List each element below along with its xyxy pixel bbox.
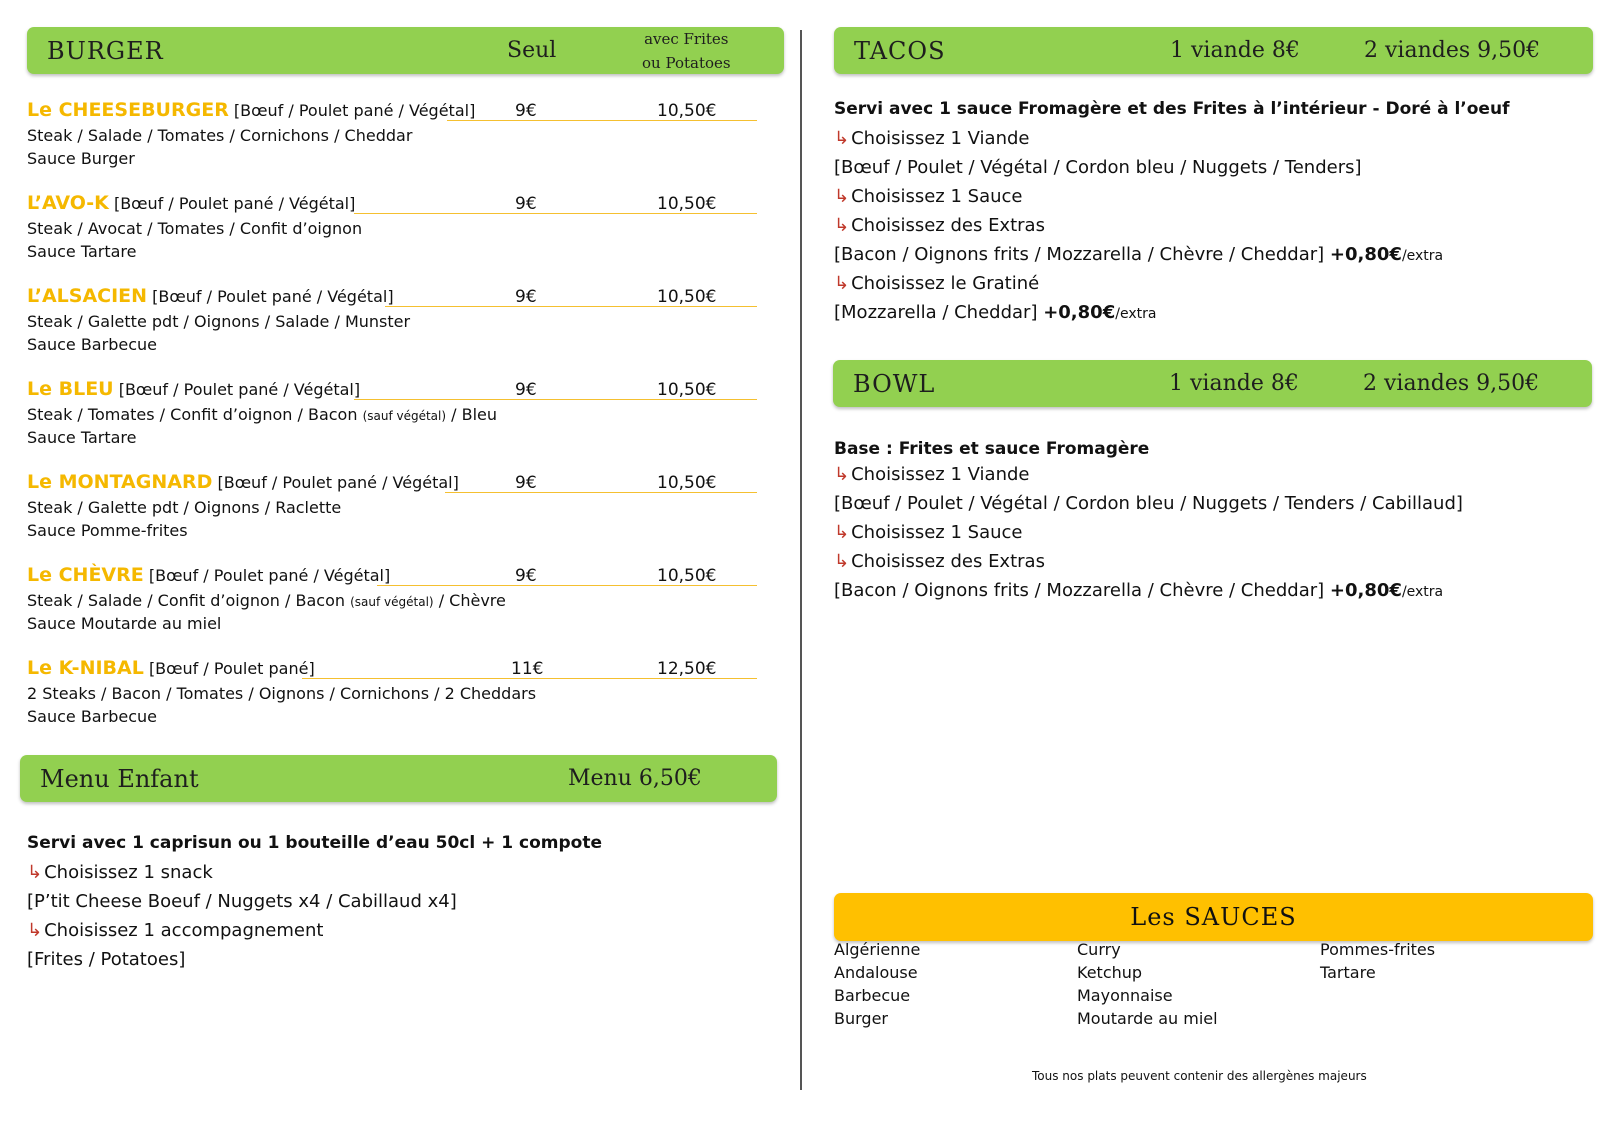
menu-enfant-header [20, 755, 777, 802]
enfant-snack-options: [P’tit Cheese Boeuf / Nuggets x4 / Cabillaud x4] [27, 891, 457, 912]
tacos-header [834, 27, 1593, 74]
tacos-extra-unit: /extra [1401, 248, 1444, 264]
burger-item-row [27, 657, 757, 681]
burger-item-sauce: Sauce Pomme-frites [27, 521, 188, 540]
sauce-item: Mayonnaise [1077, 986, 1173, 1005]
tacos-choose-sauce-label: Choisissez 1 Sauce [851, 186, 1023, 207]
sauce-item: Burger [834, 1009, 888, 1028]
arrow-bullet-icon: ↳ [834, 215, 850, 236]
tacos-gratine-options [834, 302, 1156, 323]
bowl-choose-sauce-label: Choisissez 1 Sauce [851, 522, 1023, 543]
burger-item-desc: 2 Steaks / Bacon / Tomates / Oignons / Cornichons / 2 Cheddars [27, 684, 537, 703]
burger-item-desc-note: (sauf végétal) [362, 409, 447, 423]
burger-item-name: L’ALSACIEN [27, 285, 148, 307]
tacos-choose-gratine [834, 273, 1039, 294]
bowl-header [833, 360, 1592, 407]
burger-col-seul: Seul [507, 38, 557, 63]
burger-col-avec-line1: avec Frites [644, 30, 729, 48]
sauce-item: Barbecue [834, 986, 911, 1005]
burger-item-desc-part: Steak / Tomates / Confit d’oignon / Bacon [27, 405, 358, 424]
burger-item-sauce: Sauce Barbecue [27, 335, 157, 354]
price-avec: 12,50€ [657, 659, 717, 679]
sauces-header [834, 893, 1593, 941]
burger-item-row [27, 99, 757, 123]
arrow-bullet-icon: ↳ [834, 551, 850, 572]
price-avec: 10,50€ [657, 101, 717, 121]
bowl-price-2: 2 viandes 9,50€ [1363, 371, 1540, 396]
bowl-choose-meat [834, 464, 1030, 485]
tacos-gratine-price: +0,80€ [1043, 302, 1116, 323]
tacos-extras-options [834, 244, 1443, 265]
sauce-item: Tartare [1320, 963, 1376, 982]
price-seul: 9€ [515, 101, 537, 121]
price-seul: 9€ [515, 194, 537, 214]
price-seul: 11€ [511, 659, 544, 679]
sauce-item: Algérienne [834, 940, 921, 959]
burger-item-options: [Bœuf / Poulet pané / Végétal] [148, 566, 391, 585]
burger-item-desc-part: / Chèvre [438, 591, 506, 610]
bowl-meat-options: [Bœuf / Poulet / Végétal / Cordon bleu / Nuggets / Tenders / Cabillaud] [834, 493, 1463, 514]
bowl-choose-meat-label: Choisissez 1 Viande [851, 464, 1030, 485]
enfant-choose-snack-label: Choisissez 1 snack [44, 862, 213, 883]
burger-item-options: [Bœuf / Poulet pané / Végétal] [118, 380, 361, 399]
sauce-item: Moutarde au miel [1077, 1009, 1218, 1028]
burger-item-row [27, 378, 757, 402]
bowl-extra-price: +0,80€ [1329, 580, 1402, 601]
burger-item-sauce: Sauce Tartare [27, 242, 137, 261]
burger-item [27, 378, 757, 470]
burger-item-desc: Steak / Avocat / Tomates / Confit d’oignon [27, 219, 363, 238]
tacos-extras-list: [Bacon / Oignons frits / Mozzarella / Chèvre / Cheddar] [834, 244, 1325, 265]
burger-item-desc: Steak / Salade / Tomates / Cornichons / Cheddar [27, 126, 413, 145]
price-avec: 10,50€ [657, 473, 717, 493]
tacos-choose-extras-label: Choisissez des Extras [851, 215, 1045, 236]
burger-item-sauce: Sauce Barbecue [27, 707, 157, 726]
burger-item-options: [Bœuf / Poulet pané / Végétal] [113, 194, 356, 213]
enfant-served: Servi avec 1 caprisun ou 1 bouteille d’eau 50cl + 1 compote [27, 833, 602, 853]
tacos-choose-meat-label: Choisissez 1 Viande [851, 128, 1030, 149]
tacos-meat-options: [Bœuf / Poulet / Végétal / Cordon bleu / Nuggets / Tenders] [834, 157, 1362, 178]
sauce-item: Andalouse [834, 963, 918, 982]
sauce-item: Ketchup [1077, 963, 1143, 982]
burger-item-name: Le BLEU [27, 378, 114, 400]
bowl-price-1: 1 viande 8€ [1169, 371, 1299, 396]
enfant-choose-snack [27, 862, 213, 883]
burger-item [27, 564, 757, 656]
arrow-bullet-icon: ↳ [834, 273, 850, 294]
arrow-bullet-icon: ↳ [834, 522, 850, 543]
burger-item-name: L’AVO-K [27, 192, 109, 214]
sauce-item: Pommes-frites [1320, 940, 1436, 959]
enfant-choose-side [27, 920, 323, 941]
tacos-price-2: 2 viandes 9,50€ [1364, 38, 1541, 63]
burger-item-desc-part: Steak / Salade / Confit d’oignon / Bacon [27, 591, 345, 610]
bowl-extras-list: [Bacon / Oignons frits / Mozzarella / Chèvre / Cheddar] [834, 580, 1325, 601]
burger-item [27, 99, 757, 191]
burger-item-options: [Bœuf / Poulet pané / Végétal] [233, 101, 476, 120]
arrow-bullet-icon: ↳ [834, 186, 850, 207]
bowl-extras-options [834, 580, 1443, 601]
tacos-served: Servi avec 1 sauce Fromagère et des Frites à l’intérieur - Doré à l’oeuf [834, 99, 1510, 119]
burger-item [27, 285, 757, 377]
price-avec: 10,50€ [657, 194, 717, 214]
burger-col-avec [642, 27, 731, 75]
arrow-bullet-icon: ↳ [834, 128, 850, 149]
bowl-base: Base : Frites et sauce Fromagère [834, 439, 1150, 459]
burger-item-row [27, 564, 757, 588]
menu-enfant-price: Menu 6,50€ [568, 766, 702, 791]
price-seul: 9€ [515, 566, 537, 586]
burger-item-desc: Steak / Galette pdt / Oignons / Raclette [27, 498, 342, 517]
price-seul: 9€ [515, 287, 537, 307]
burger-item-desc [27, 405, 497, 424]
tacos-title: TACOS [854, 37, 946, 65]
burger-item-row [27, 192, 757, 216]
burger-col-avec-line2: ou Potatoes [642, 54, 731, 72]
column-divider [800, 30, 802, 1090]
arrow-bullet-icon: ↳ [27, 920, 43, 941]
menu-enfant-title: Menu Enfant [40, 765, 199, 793]
bowl-choose-extras [834, 551, 1045, 572]
burger-item [27, 471, 757, 563]
burger-item-row [27, 471, 757, 495]
burger-item-options: [Bœuf / Poulet pané / Végétal] [217, 473, 459, 492]
price-avec: 10,50€ [657, 566, 717, 586]
burger-item-name: Le K-NIBAL [27, 657, 144, 679]
allergens-footer: Tous nos plats peuvent contenir des allergènes majeurs [1032, 1069, 1367, 1083]
tacos-price-1: 1 viande 8€ [1170, 38, 1300, 63]
bowl-extra-unit: /extra [1401, 584, 1444, 600]
bowl-choose-extras-label: Choisissez des Extras [851, 551, 1045, 572]
burger-item [27, 657, 757, 749]
enfant-side-options: [Frites / Potatoes] [27, 949, 186, 970]
tacos-choose-gratine-label: Choisissez le Gratiné [851, 273, 1040, 294]
sauces-title: Les SAUCES [1130, 903, 1297, 931]
price-seul: 9€ [515, 473, 537, 493]
burger-item-sauce: Sauce Burger [27, 149, 135, 168]
tacos-gratine-unit: /extra [1115, 306, 1157, 322]
tacos-choose-extras [834, 215, 1045, 236]
bowl-title: BOWL [853, 370, 936, 398]
burger-item-desc-note: (sauf végétal) [350, 595, 434, 609]
burger-item-row [27, 285, 757, 309]
tacos-gratine-list: [Mozzarella / Cheddar] [834, 302, 1038, 323]
bowl-choose-sauce [834, 522, 1022, 543]
burger-item-sauce: Sauce Tartare [27, 428, 137, 447]
enfant-choose-side-label: Choisissez 1 accompagnement [44, 920, 324, 941]
sauce-item: Curry [1077, 940, 1121, 959]
burger-item-desc-part: / Bleu [451, 405, 498, 424]
burger-item-desc [27, 591, 506, 610]
tacos-choose-sauce [834, 186, 1022, 207]
burger-item-options: [Bœuf / Poulet pané / Végétal] [152, 287, 394, 306]
burger-item-sauce: Sauce Moutarde au miel [27, 614, 222, 633]
price-avec: 10,50€ [657, 287, 717, 307]
burger-item-desc: Steak / Galette pdt / Oignons / Salade / Munster [27, 312, 411, 331]
price-seul: 9€ [515, 380, 537, 400]
burger-item [27, 192, 757, 284]
burger-item-name: Le MONTAGNARD [27, 471, 213, 493]
tacos-extra-price: +0,80€ [1329, 244, 1402, 265]
tacos-choose-meat [834, 128, 1030, 149]
burger-item-name: Le CHEESEBURGER [27, 99, 229, 121]
burger-item-options: [Bœuf / Poulet pané] [148, 659, 315, 678]
arrow-bullet-icon: ↳ [27, 862, 43, 883]
arrow-bullet-icon: ↳ [834, 464, 850, 485]
burger-header [27, 27, 784, 74]
price-avec: 10,50€ [657, 380, 717, 400]
burger-title: BURGER [47, 37, 164, 65]
burger-item-name: Le CHÈVRE [27, 564, 144, 586]
